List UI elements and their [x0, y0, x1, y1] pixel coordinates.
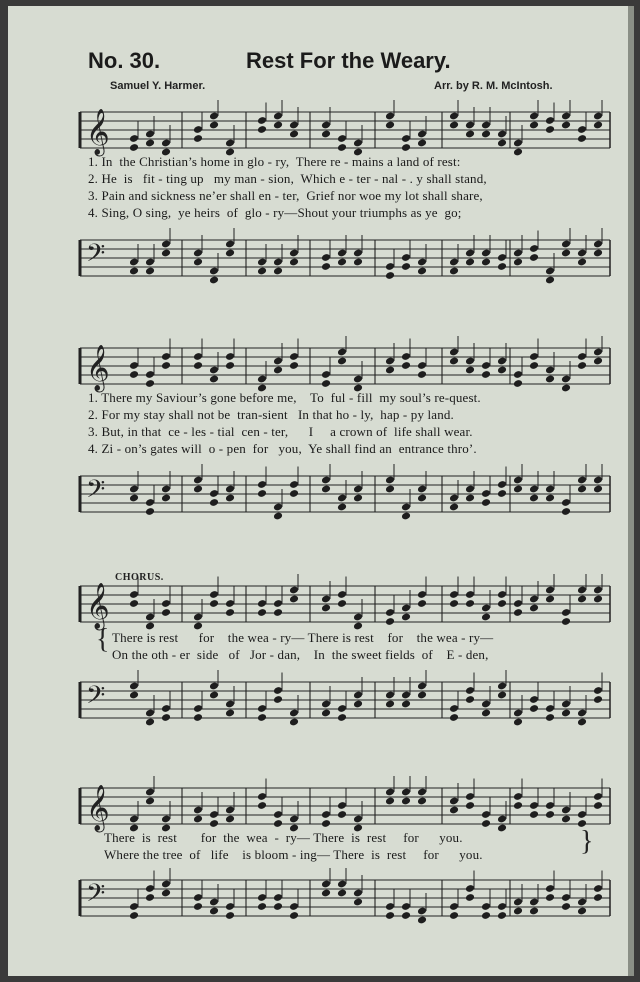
verse-lyrics-system-2	[88, 390, 608, 458]
hymn-number: No. 30.	[88, 48, 161, 73]
hymn-title: Rest For the Weary.	[246, 48, 451, 73]
lyric-line: 1. In the Christian’s home in glo - ry, There re - mains a land of rest:	[88, 154, 461, 169]
lyric-line: There is rest for the wea - ry— There is rest for the wea - ry—	[112, 630, 494, 645]
lyric-line: 3. Pain and sickness ne’er shall en - ter, Grief nor woe my lot shall share,	[88, 188, 483, 203]
lyric-brace-left: {	[96, 624, 110, 655]
verse-lyrics-system-1	[88, 154, 608, 222]
bass-staff-4	[70, 868, 616, 930]
treble-staff-3	[70, 574, 616, 636]
chorus-lyrics-system-4	[104, 830, 624, 864]
lyric-line: 4. Zi - on’s gates will o - pen for you, Ye shall find an entrance thro’.	[88, 441, 477, 456]
bass-staff-2	[70, 464, 616, 526]
treble-staff-1	[70, 100, 616, 162]
lyric-line: 2. For my stay shall not be tran-sient In that ho - ly, hap - py land.	[88, 407, 454, 422]
chorus-label: CHORUS.	[115, 572, 164, 583]
svg-text:𝄞: 𝄞	[86, 583, 110, 629]
lyric-brace-right: }	[580, 826, 594, 857]
svg-text:𝄢: 𝄢	[86, 681, 106, 716]
bass-staff-3	[70, 670, 616, 732]
treble-staff-2	[70, 336, 616, 398]
svg-text:𝄢: 𝄢	[86, 239, 106, 274]
hymn-author: Samuel Y. Harmer.	[110, 80, 206, 92]
bass-staff-1	[70, 228, 616, 290]
lyric-line: Where the tree of life is bloom - ing— There is rest for you.	[104, 847, 483, 862]
treble-staff-4	[70, 776, 616, 838]
lyric-line: 2. He is fit - ting up my man - sion, Which e - ter - nal - . y shall stand,	[88, 171, 487, 186]
lyric-line: 1. There my Saviour’s gone before me, To ful - fill my soul’s re-quest.	[88, 390, 481, 405]
svg-text:𝄞: 𝄞	[86, 785, 110, 831]
chorus-lyrics-system-3	[112, 630, 632, 664]
svg-text:𝄢: 𝄢	[86, 475, 106, 510]
svg-text:𝄢: 𝄢	[86, 879, 106, 914]
lyric-line: 4. Sing, O sing, ye heirs of glo - ry—Shout your triumphs as ye go;	[88, 205, 462, 220]
hymn-arranger: Arr. by R. M. McIntosh.	[434, 80, 553, 92]
lyric-line: 3. But, in that ce - les - tial cen - ter, I a crown of life shall wear.	[88, 424, 473, 439]
lyric-line: There is rest for the wea - ry— There is rest for you.	[104, 830, 463, 845]
lyric-line: On the oth - er side of Jor - dan, In the sweet fields of E - den,	[112, 647, 489, 662]
svg-text:𝄞: 𝄞	[86, 345, 110, 391]
svg-text:𝄞: 𝄞	[86, 109, 110, 155]
